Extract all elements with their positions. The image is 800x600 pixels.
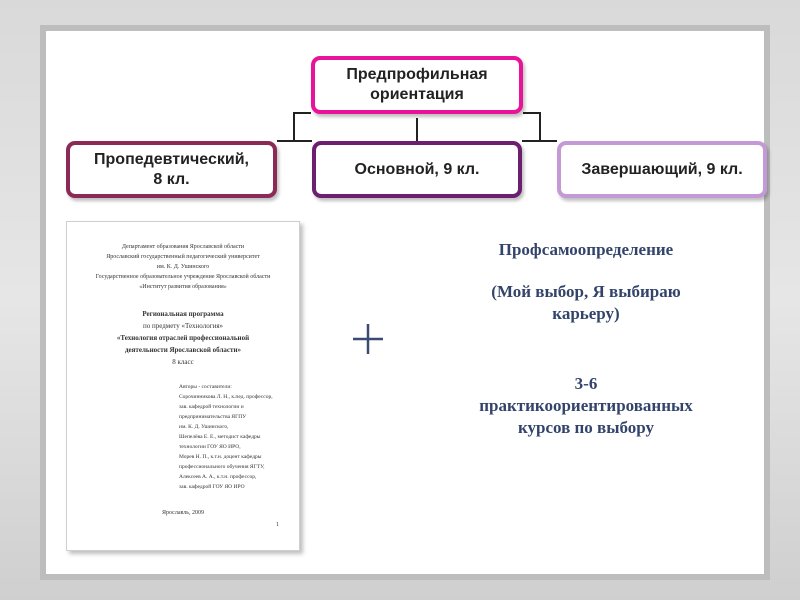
- doc-title-line: «Технология отраслей профессиональной: [116, 334, 250, 342]
- top-box-line2: ориентация: [370, 86, 464, 103]
- document-authors: [179, 382, 283, 492]
- doc-author-line: Морев Н. П., к.т.н. доцент кафедры: [179, 454, 262, 460]
- slide-frame: [40, 25, 770, 580]
- top-box-line1: Предпрофильная: [346, 66, 488, 83]
- doc-title-line: по предмету «Технология»: [142, 322, 224, 330]
- plus-icon: [350, 321, 386, 357]
- stage-box-final: [557, 141, 767, 198]
- stage-box-propaedeutic: [66, 141, 277, 198]
- stage1-line1: Пропедевтический,: [94, 150, 249, 168]
- courses-line3: курсов по выбору: [517, 418, 655, 437]
- stage1-line2: 8 кл.: [153, 170, 190, 188]
- top-box-profile-orientation: [311, 56, 523, 114]
- courses-line1: 3-6: [574, 374, 598, 393]
- program-document-thumbnail: [66, 221, 300, 551]
- doc-author-line: профессионального обучения ЯГТУ,: [179, 464, 265, 470]
- stage-box-main: [312, 141, 522, 198]
- doc-author-line: Алексеев А. А., к.т.н. профессор,: [179, 474, 257, 480]
- doc-author-line: Шепелёва Е. Е., методист кафедры: [179, 434, 261, 440]
- doc-author-line: зав. кафедрой технологии и: [179, 404, 244, 410]
- document-page-number: 1: [276, 522, 279, 528]
- doc-header-line: им. К. Д. Ушинского: [156, 264, 210, 270]
- stage3-label: Завершающий, 9 кл.: [581, 160, 743, 178]
- elective-courses-text: [431, 373, 741, 439]
- doc-author-line: им. К. Д. Ушинского,: [179, 424, 229, 430]
- stage2-label: Основной, 9 кл.: [354, 160, 480, 178]
- doc-title-line: Региональная программа: [142, 310, 224, 318]
- doc-header-line: Государственное образовательное учреждение Ярославской области: [95, 274, 271, 280]
- doc-header-line: Департамент образования Ярославской области: [121, 244, 245, 250]
- document-city-year: Ярославль, 2009: [162, 510, 204, 516]
- document-title: [83, 308, 283, 368]
- doc-author-line: Сорочинникова Л. Н., к.пед. профессор,: [179, 394, 273, 400]
- career-choice-text: [436, 281, 736, 325]
- document-header: [83, 242, 283, 292]
- doc-header-line: «Институт развития образования»: [139, 284, 227, 290]
- courses-line2: практикоориентированных: [479, 396, 693, 415]
- doc-title-line: деятельности Ярославской области»: [125, 346, 241, 354]
- doc-title-line: 8 класс: [172, 358, 194, 366]
- doc-author-line: технологии ГОУ ЯО ИРО,: [179, 444, 241, 450]
- self-determination-heading: Профсамоопределение: [498, 240, 674, 259]
- doc-author-line: зав. кафедрой ГОУ ЯО ИРО: [179, 484, 245, 490]
- doc-author-line: Авторы - составители:: [179, 384, 232, 390]
- doc-author-line: предпринимательства ЯГПУ: [179, 414, 247, 420]
- doc-header-line: Ярославский государственный педагогический университет: [106, 254, 260, 260]
- career-choice-line2: карьеру): [552, 304, 620, 323]
- career-choice-line1: (Мой выбор, Я выбираю: [491, 282, 681, 301]
